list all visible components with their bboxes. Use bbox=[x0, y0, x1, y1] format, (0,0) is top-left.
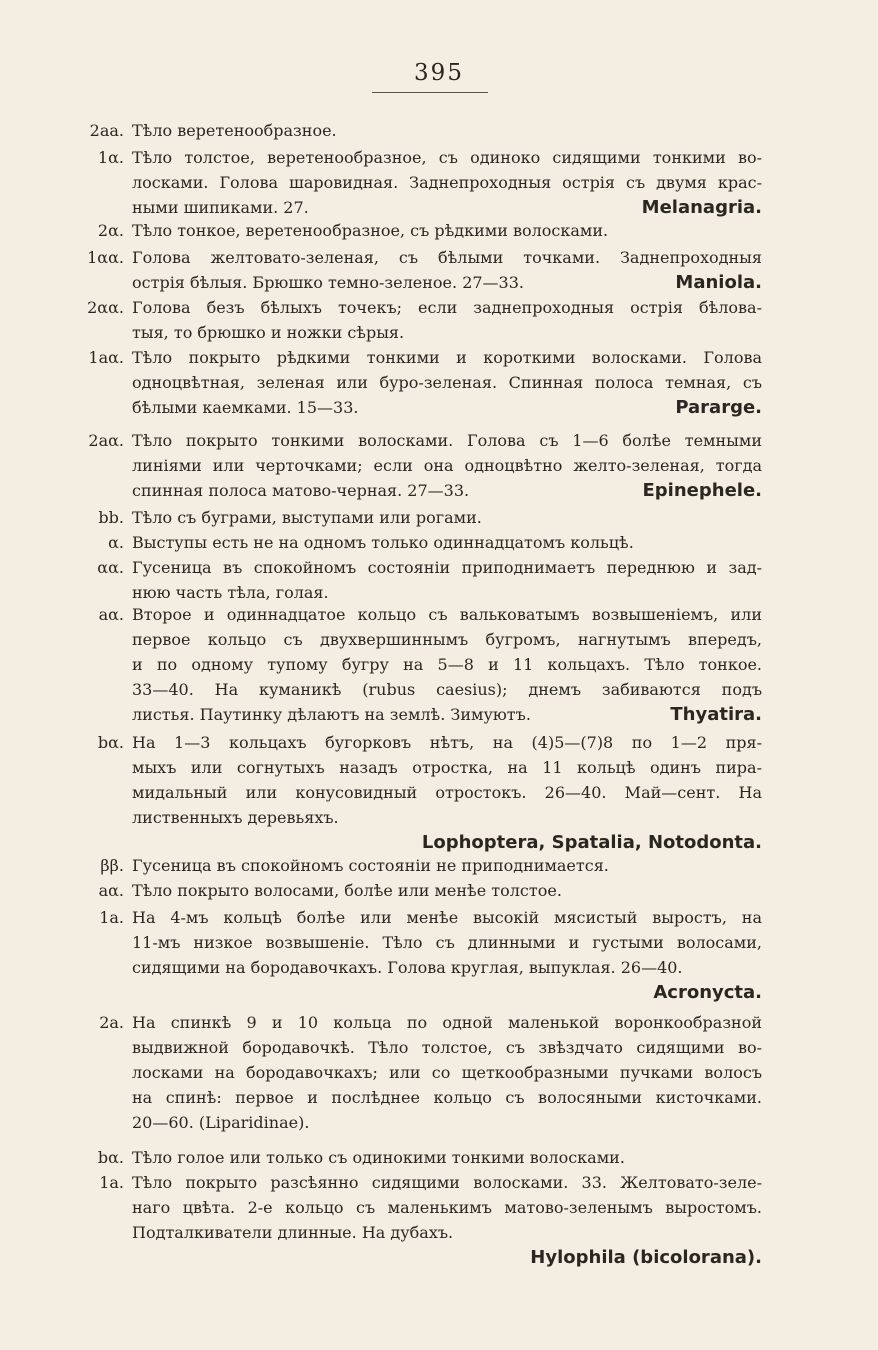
text-line: и по одному тупому бугру на 5—8 и 11 кольцахъ. Тѣло тонкое. bbox=[132, 655, 762, 674]
text-line: Выступы есть не на одномъ только одиннадцатомъ кольцѣ. bbox=[132, 533, 634, 552]
text-line: линіями или черточками; если она одноцвѣтно желто-зеленая, тогда bbox=[132, 456, 762, 475]
text-line: Тѣло тонкое, веретенообразное, съ рѣдкими волосками. bbox=[132, 221, 609, 240]
text-line: Тѣло покрыто волосами, болѣе или менѣе толстое. bbox=[132, 881, 562, 900]
entry-text bbox=[132, 530, 762, 555]
text-line: 20—60. (Liparidinae). bbox=[132, 1113, 310, 1132]
text-line-body: ными шипиками. 27. bbox=[132, 198, 309, 217]
entry-text bbox=[132, 345, 762, 420]
text-line: Подталкиватели длинные. На дубахъ. bbox=[132, 1223, 454, 1242]
genus-line: Hylophila (bicolorana). bbox=[530, 1247, 762, 1268]
entry-text bbox=[132, 602, 762, 727]
genus-name: Epinephele. bbox=[642, 480, 762, 501]
entry-key: 2aa. bbox=[89, 121, 124, 140]
text-line: Гусеница въ спокойномъ состояніи приподнимаетъ переднюю и зад- bbox=[132, 558, 762, 577]
entry-text bbox=[132, 730, 762, 855]
text-line: на спинѣ: первое и послѣднее кольцо съ волосяными кисточками. bbox=[132, 1088, 762, 1107]
entry-key: 1a. bbox=[99, 1173, 124, 1192]
text-line: Тѣло голое или только съ одинокими тонкими волосками. bbox=[132, 1148, 625, 1167]
text-line: нюю часть тѣла, голая. bbox=[132, 583, 329, 602]
entry-key: 1α. bbox=[97, 148, 124, 167]
page-number: 395 bbox=[414, 60, 464, 86]
entry-key: 2a. bbox=[99, 1013, 124, 1032]
entry-text bbox=[132, 295, 762, 345]
genus-name: Maniola. bbox=[675, 272, 762, 293]
text-line-body: спинная полоса матово-черная. 27—33. bbox=[132, 481, 470, 500]
text-line: одноцвѣтная, зеленая или буро-зеленая. Спинная полоса темная, съ bbox=[132, 373, 762, 392]
text-line-body: бѣлыми каемками. 15—33. bbox=[132, 398, 359, 417]
entry-text bbox=[132, 245, 762, 295]
entry-key: αα. bbox=[97, 558, 124, 577]
text-line: первое кольцо съ двухвершиннымъ бугромъ, нагнутымъ впередъ, bbox=[132, 630, 762, 649]
text-line: Гусеница въ спокойномъ состояніи не приподнимается. bbox=[132, 856, 609, 875]
text-line: мыхъ или согнутыхъ назадъ отростка, на 11 кольцѣ одинъ пира- bbox=[132, 758, 762, 777]
entry-text bbox=[132, 905, 762, 1005]
entry-key: 1αα. bbox=[87, 248, 124, 267]
entry-key: 1a. bbox=[99, 908, 124, 927]
entry-text bbox=[132, 505, 762, 530]
text-line: выдвижной бородавочкѣ. Тѣло толстое, съ звѣздчато сидящими во- bbox=[132, 1038, 762, 1057]
header-rule bbox=[372, 92, 488, 93]
entry-text bbox=[132, 878, 762, 903]
genus-line: Acronycta. bbox=[653, 982, 762, 1003]
entry-key: bα. bbox=[97, 1148, 124, 1167]
text-line bbox=[132, 270, 762, 295]
entry-text bbox=[132, 218, 762, 243]
entry-text bbox=[132, 145, 762, 220]
entry-key: bb. bbox=[98, 508, 124, 527]
text-line: Тѣло покрыто разсѣянно сидящими волосками. 33. Желтовато-зеле- bbox=[132, 1173, 762, 1192]
entry-text bbox=[132, 1170, 762, 1270]
entry-key: aα. bbox=[98, 605, 124, 624]
entry-text bbox=[132, 555, 762, 605]
entry-text bbox=[132, 1145, 762, 1170]
text-line-body: острія бѣлыя. Брюшко темно-зеленое. 27—33. bbox=[132, 273, 524, 292]
text-line bbox=[132, 195, 762, 220]
text-line bbox=[132, 478, 762, 503]
text-line: Тѣло покрыто рѣдкими тонкими и короткими волосками. Голова bbox=[132, 348, 762, 367]
entry-text bbox=[132, 1010, 762, 1135]
text-line: На спинкѣ 9 и 10 кольца по одной маленькой воронкообразной bbox=[132, 1013, 762, 1032]
entry-key: 1aα. bbox=[88, 348, 124, 367]
entry-text bbox=[132, 428, 762, 503]
genus-name: Pararge. bbox=[675, 397, 762, 418]
entry-text bbox=[132, 853, 762, 878]
text-line bbox=[132, 395, 762, 420]
entry-key: bα. bbox=[97, 733, 124, 752]
text-line: сидящими на бородавочкахъ. Голова круглая, выпуклая. 26—40. bbox=[132, 958, 683, 977]
genus-line: Lophoptera, Spatalia, Notodonta. bbox=[421, 832, 762, 853]
text-line-body: листья. Паутинку дѣлаютъ на землѣ. Зимуютъ. bbox=[132, 705, 531, 724]
text-line: Тѣло веретенообразное. bbox=[132, 121, 337, 140]
entry-text bbox=[132, 118, 762, 143]
entry-key: α. bbox=[108, 533, 124, 552]
entry-key: aα. bbox=[98, 881, 124, 900]
text-line: Тѣло съ буграми, выступами или рогами. bbox=[132, 508, 482, 527]
entry-key: 2aα. bbox=[88, 431, 124, 450]
text-line: лосками. Голова шаровидная. Заднепроходныя острія съ двумя крас- bbox=[132, 173, 762, 192]
text-line: 11-мъ низкое возвышеніе. Тѣло съ длинными и густыми волосами, bbox=[132, 933, 762, 952]
text-line: 33—40. На куманикѣ (rubus caesius); днемъ забиваются подъ bbox=[132, 680, 762, 699]
text-line: тыя, то брюшко и ножки сѣрыя. bbox=[132, 323, 405, 342]
entry-key: 2αα. bbox=[87, 298, 124, 317]
text-line: На 4-мъ кольцѣ болѣе или менѣе высокій мясистый выростъ, на bbox=[132, 908, 762, 927]
text-line: Голова желтовато-зеленая, съ бѣлыми точками. Заднепроходныя bbox=[132, 248, 762, 267]
entry-key: ββ. bbox=[100, 856, 124, 875]
genus-name: Melanagria. bbox=[641, 197, 762, 218]
text-line: наго цвѣта. 2-е кольцо съ маленькимъ матово-зеленымъ выростомъ. bbox=[132, 1198, 762, 1217]
text-line: мидальный или конусовидный отростокъ. 26—40. Май—сент. На bbox=[132, 783, 762, 802]
text-line: лосками на бородавочкахъ; или со щеткообразными пучками волосъ bbox=[132, 1063, 762, 1082]
text-line: Голова безъ бѣлыхъ точекъ; если заднепроходныя острія бѣлова- bbox=[132, 298, 762, 317]
text-line: Тѣло толстое, веретенообразное, съ одиноко сидящими тонкими во- bbox=[132, 148, 762, 167]
text-line bbox=[132, 702, 762, 727]
text-line: Второе и одиннадцатое кольцо съ вальковатымъ возвышеніемъ, или bbox=[132, 605, 762, 624]
text-line: лиственныхъ деревьяхъ. bbox=[132, 808, 339, 827]
entry-key: 2α. bbox=[97, 221, 124, 240]
text-line: На 1—3 кольцахъ бугорковъ нѣтъ, на (4)5—(7)8 по 1—2 пря- bbox=[132, 733, 762, 752]
genus-name: Thyatira. bbox=[670, 704, 762, 725]
text-line: Тѣло покрыто тонкими волосками. Голова съ 1—6 болѣе темными bbox=[132, 431, 762, 450]
